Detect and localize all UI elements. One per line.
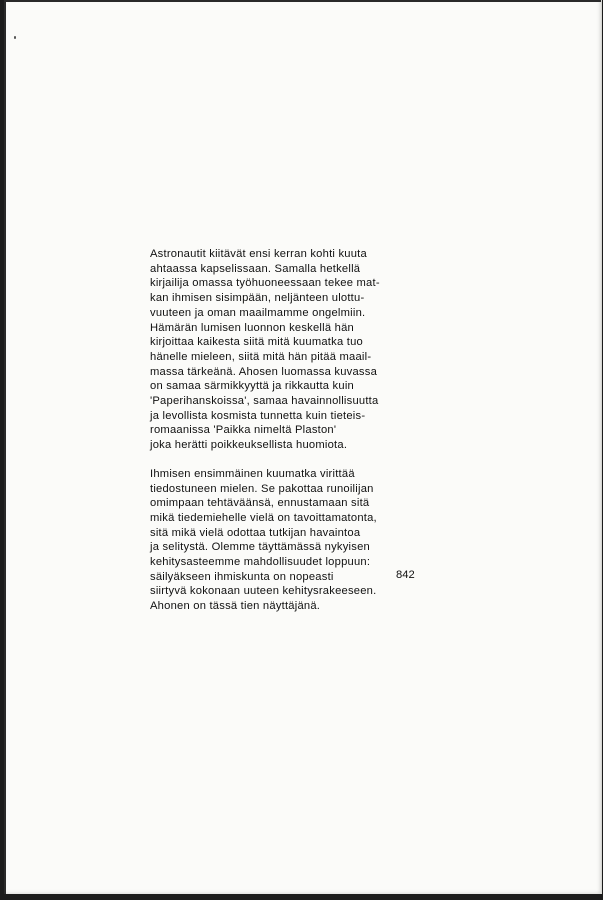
paragraph-1 (150, 247, 425, 453)
text-line: Ahonen on tässä tien näyttäjänä. (150, 600, 321, 613)
text-line: tiedostuneen mielen. Se pakottaa runoilijan (150, 482, 374, 495)
text-line: kirjailija omassa työhuoneessaan tekee mat- (150, 277, 380, 290)
body-text (150, 247, 425, 614)
text-line: kirjoittaa kaikesta siitä mitä kuumatka tuo (150, 336, 363, 349)
text-line: vuuteen ja oman maailmamme ongelmiin. (150, 306, 366, 319)
text-line: omimpaan tehtäväänsä, ennustamaan sitä (150, 497, 370, 510)
text-line: siirtyvä kokonaan uuteen kehitysrakeeseen. (150, 585, 377, 598)
text-line: Ihmisen ensimmäinen kuumatka virittää (150, 467, 355, 480)
page-number: 842 (396, 569, 415, 581)
text-line: ja selitystä. Olemme täyttämässä nykyisen (150, 541, 370, 554)
text-line: romaanissa 'Paikka nimeltä Plaston' (150, 424, 337, 437)
text-line: joka herätti poikkeuksellista huomiota. (150, 439, 348, 452)
text-line: Astronautit kiitävät ensi kerran kohti kuuta (150, 248, 367, 260)
text-line: kan ihmisen sisimpään, neljänteen ulottu- (150, 292, 365, 305)
book-page (4, 0, 602, 894)
text-line: säilyäkseen ihmiskunta on nopeasti (150, 570, 334, 583)
text-line: 'Paperihanskoissa', samaa havainnollisuutta (150, 395, 379, 408)
text-line: on samaa särmikkyyttä ja rikkautta kuin (150, 380, 354, 393)
text-line: ahtaassa kapselissaan. Samalla hetkellä (150, 262, 361, 275)
text-line: hänelle mieleen, siitä mitä hän pitää maail- (150, 350, 372, 363)
paragraph-2 (150, 467, 425, 614)
text-line: Hämärän lumisen luonnon keskellä hän (150, 321, 354, 334)
scan-speck (14, 36, 16, 39)
text-line: massa tärkeänä. Ahosen luomassa kuvassa (150, 365, 378, 378)
text-line: kehitysasteemme mahdollisuudet loppuun: (150, 556, 371, 569)
text-line: mikä tiedemiehelle vielä on tavoittamatonta, (150, 511, 377, 524)
text-line: sitä mikä vielä odottaa tutkijan havaintoa (150, 526, 361, 539)
text-line: ja levollista kosmista tunnetta kuin tieteis- (150, 409, 366, 422)
